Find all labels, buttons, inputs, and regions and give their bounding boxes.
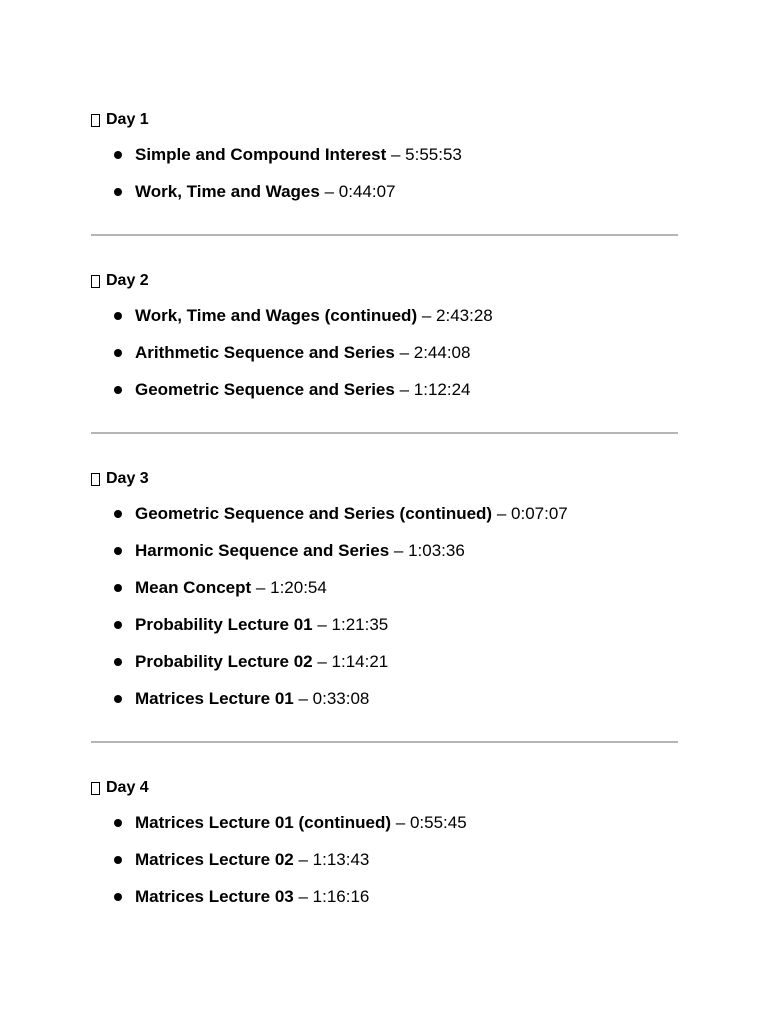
lesson-separator: – — [395, 813, 410, 832]
bullet-icon — [114, 386, 122, 394]
lesson-title: Arithmetic Sequence and Series — [135, 343, 395, 362]
lesson-separator: – — [399, 343, 414, 362]
list-item — [91, 334, 678, 371]
lesson-duration: 1:12:24 — [413, 380, 471, 399]
day-heading — [91, 269, 678, 293]
lesson-duration: 1:20:54 — [270, 578, 327, 597]
bullet-icon — [114, 349, 122, 357]
day-section — [91, 108, 678, 210]
lesson-title: Probability Lecture 02 — [135, 652, 313, 671]
list-item — [91, 680, 678, 717]
list-item — [91, 841, 678, 878]
list-item — [91, 569, 678, 606]
lesson-duration: 2:43:28 — [436, 306, 493, 325]
lesson-separator: – — [496, 504, 512, 523]
lesson-title: Matrices Lecture 01 (continued) — [135, 813, 392, 832]
lesson-separator: – — [317, 652, 332, 671]
calendar-icon — [91, 473, 100, 486]
schedule-document — [91, 108, 678, 915]
lesson-list — [91, 495, 678, 717]
lesson-separator: – — [317, 615, 332, 634]
lesson-duration: 5:55:53 — [405, 145, 462, 164]
day-label: Day 3 — [106, 470, 149, 487]
lesson-duration: 1:14:21 — [331, 652, 389, 671]
lesson-separator: – — [399, 380, 414, 399]
calendar-icon — [91, 782, 100, 795]
calendar-icon — [91, 114, 100, 127]
bullet-icon — [114, 893, 122, 901]
lesson-title: Geometric Sequence and Series — [135, 380, 395, 399]
lesson-duration: 1:13:43 — [312, 850, 370, 869]
bullet-icon — [114, 856, 122, 864]
lesson-separator: – — [255, 578, 271, 597]
list-item — [91, 495, 678, 532]
lesson-duration: 0:33:08 — [312, 689, 370, 708]
list-item — [91, 136, 678, 173]
lesson-list — [91, 136, 678, 210]
lesson-title: Probability Lecture 01 — [135, 615, 313, 634]
lesson-title: Mean Concept — [135, 578, 252, 597]
day-label: Day 1 — [106, 111, 149, 128]
bullet-icon — [114, 819, 122, 827]
lesson-title: Matrices Lecture 03 — [135, 887, 294, 906]
lesson-title: Work, Time and Wages — [135, 182, 320, 201]
list-item — [91, 532, 678, 569]
day-section — [91, 467, 678, 717]
calendar-icon — [91, 275, 100, 288]
lesson-duration: 0:55:45 — [409, 813, 467, 832]
lesson-separator: – — [393, 541, 409, 560]
lesson-duration: 0:44:07 — [338, 182, 396, 201]
lesson-list — [91, 804, 678, 915]
bullet-icon — [114, 658, 122, 666]
bullet-icon — [114, 584, 122, 592]
lesson-title: Matrices Lecture 02 — [135, 850, 294, 869]
lesson-separator: – — [421, 306, 437, 325]
lesson-title: Simple and Compound Interest — [135, 145, 387, 164]
lesson-separator: – — [390, 145, 406, 164]
lesson-duration: 1:21:35 — [331, 615, 389, 634]
bullet-icon — [114, 621, 122, 629]
day-label: Day 4 — [106, 779, 149, 796]
lesson-separator: – — [298, 689, 313, 708]
bullet-icon — [114, 510, 122, 518]
lesson-title: Work, Time and Wages (continued) — [135, 306, 418, 325]
lesson-separator: – — [324, 182, 339, 201]
list-item — [91, 606, 678, 643]
day-heading — [91, 108, 678, 132]
list-item — [91, 804, 678, 841]
lesson-duration: 1:03:36 — [408, 541, 465, 560]
day-heading — [91, 776, 678, 800]
lesson-duration: 0:07:07 — [511, 504, 568, 523]
lesson-separator: – — [298, 850, 313, 869]
lesson-separator: – — [298, 887, 313, 906]
lesson-title: Geometric Sequence and Series (continued) — [135, 504, 493, 523]
bullet-icon — [114, 312, 122, 320]
list-item — [91, 297, 678, 334]
bullet-icon — [114, 188, 122, 196]
list-item — [91, 371, 678, 408]
lesson-title: Matrices Lecture 01 — [135, 689, 294, 708]
list-item — [91, 878, 678, 915]
list-item — [91, 173, 678, 210]
bullet-icon — [114, 547, 122, 555]
list-item — [91, 643, 678, 680]
lesson-duration: 1:16:16 — [312, 887, 370, 906]
day-section — [91, 776, 678, 915]
day-label: Day 2 — [106, 272, 149, 289]
bullet-icon — [114, 695, 122, 703]
lesson-title: Harmonic Sequence and Series — [135, 541, 390, 560]
lesson-duration: 2:44:08 — [413, 343, 471, 362]
lesson-list — [91, 297, 678, 408]
day-section — [91, 269, 678, 408]
bullet-icon — [114, 151, 122, 159]
day-heading — [91, 467, 678, 491]
